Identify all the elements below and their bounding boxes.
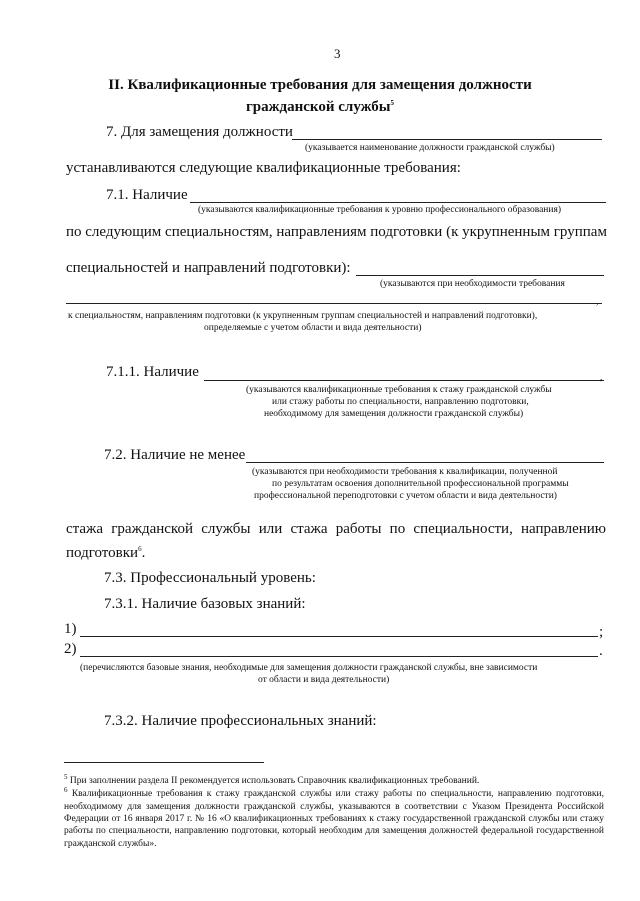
item72-label: 7.2. Наличие не менее bbox=[104, 447, 246, 463]
item711-hint-line1: (указываются квалификационные требования к стажу гражданской службы bbox=[246, 385, 552, 395]
item731-end2: . bbox=[599, 643, 603, 659]
item711-blank-line bbox=[204, 380, 604, 381]
section-title-text: гражданской службы bbox=[245, 99, 391, 115]
item731-label: 7.3.1. Наличие базовых знаний: bbox=[104, 596, 306, 612]
footnote-ref-6: 6 bbox=[138, 545, 142, 553]
item71-line1: по следующим специальностям, направлениям подготовки (к укрупненным группам bbox=[66, 224, 607, 240]
item7-blank-line bbox=[292, 139, 602, 140]
item7-hint: (указывается наименование должности гражданской службы) bbox=[305, 143, 555, 153]
item711-comma: , bbox=[600, 373, 603, 383]
item711-label: 7.1.1. Наличие bbox=[106, 364, 199, 380]
item71-comma: , bbox=[596, 297, 599, 307]
item73-label: 7.3. Профессиональный уровень: bbox=[104, 570, 316, 586]
item731-blank-line1 bbox=[80, 636, 598, 637]
item731-n2: 2) bbox=[64, 641, 77, 657]
item711-hint-line3: необходимому для замещения должности гражданской службы) bbox=[264, 409, 524, 419]
item71-label: 7.1. Наличие bbox=[106, 187, 188, 203]
item731-end1: ; bbox=[599, 624, 604, 640]
item71-hint3-line1: к специальностям, направлениям подготовки (к укрупненным группам специальностей и направлений подготовки), bbox=[68, 311, 538, 321]
item731-hint-line2: от области и вида деятельности) bbox=[258, 675, 390, 685]
footnote-ref-5: 5 bbox=[390, 99, 395, 107]
item72-cont-line2: подготовки$^6$. bbox=[66, 545, 146, 561]
section-title-line1: II. Квалификационные требования для замещения должности bbox=[108, 77, 532, 93]
footnote-5-text: При заполнении раздела II рекомендуется использовать Справочник квалификационных требований. bbox=[69, 776, 480, 787]
item71-blank-line3 bbox=[66, 303, 602, 304]
footnote-separator bbox=[64, 762, 264, 763]
item72-cont-line1: стажа гражданской службы или стажа работы по специальности, направлению bbox=[66, 521, 606, 537]
item732-label: 7.3.2. Наличие профессиональных знаний: bbox=[104, 713, 377, 729]
item71-line2: специальностей и направлений подготовки): bbox=[66, 260, 351, 276]
footnote-6-num: 6 bbox=[64, 786, 68, 794]
item72-cont-text: подготовки bbox=[66, 545, 139, 561]
item7-label: 7. Для замещения должности bbox=[106, 124, 293, 140]
item731-n1: 1) bbox=[64, 621, 77, 637]
item711-hint-line2: или стажу работы по специальности, направлению подготовки, bbox=[272, 397, 529, 407]
item71-hint2: (указываются при необходимости требования bbox=[380, 279, 565, 289]
item71-blank-line bbox=[190, 202, 606, 203]
page-number: 3 bbox=[334, 46, 341, 61]
footnote-6 bbox=[64, 784, 604, 850]
item731-hint-line1: (перечисляются базовые знания, необходимые для замещения должности гражданской службы, вне зависимости bbox=[80, 663, 538, 673]
item72-hint-line3: профессиональной переподготовки с учетом области и вида деятельности) bbox=[254, 491, 557, 501]
item71-blank-line2 bbox=[356, 275, 604, 276]
footnote-5-num: 5 bbox=[64, 773, 68, 781]
item731-blank-line2 bbox=[80, 656, 598, 657]
item71-hint3-line2: определяемые с учетом области и вида деятельности) bbox=[204, 323, 422, 333]
item72-blank-line bbox=[246, 462, 604, 463]
item72-hint-line2: по результатам освоения дополнительной профессиональной программы bbox=[272, 479, 569, 489]
item72-hint-line1: (указываются при необходимости требования к квалификации, полученной bbox=[252, 467, 558, 477]
footnote-6-text: Квалификационные требования к стажу гражданской службы или стажу работы по специальности, направлению подготовки, необходимому для замещения должности гражданской службы, указываются в соответствии с Указом Президента Российской Федерации от 16 января 2017 г. № 16 «О квалификационных требованиях к стажу государственной гражданской службы или стажу работы по специальности, направлению подготовки, который необходим для замещения должностей федеральной государственной гражданской службы». bbox=[64, 789, 604, 849]
item7-continuation: устанавливаются следующие квалификационные требования: bbox=[66, 160, 461, 176]
section-title-line2 bbox=[0, 94, 640, 116]
item71-hint: (указываются квалификационные требования к уровню профессионального образования) bbox=[198, 205, 562, 215]
